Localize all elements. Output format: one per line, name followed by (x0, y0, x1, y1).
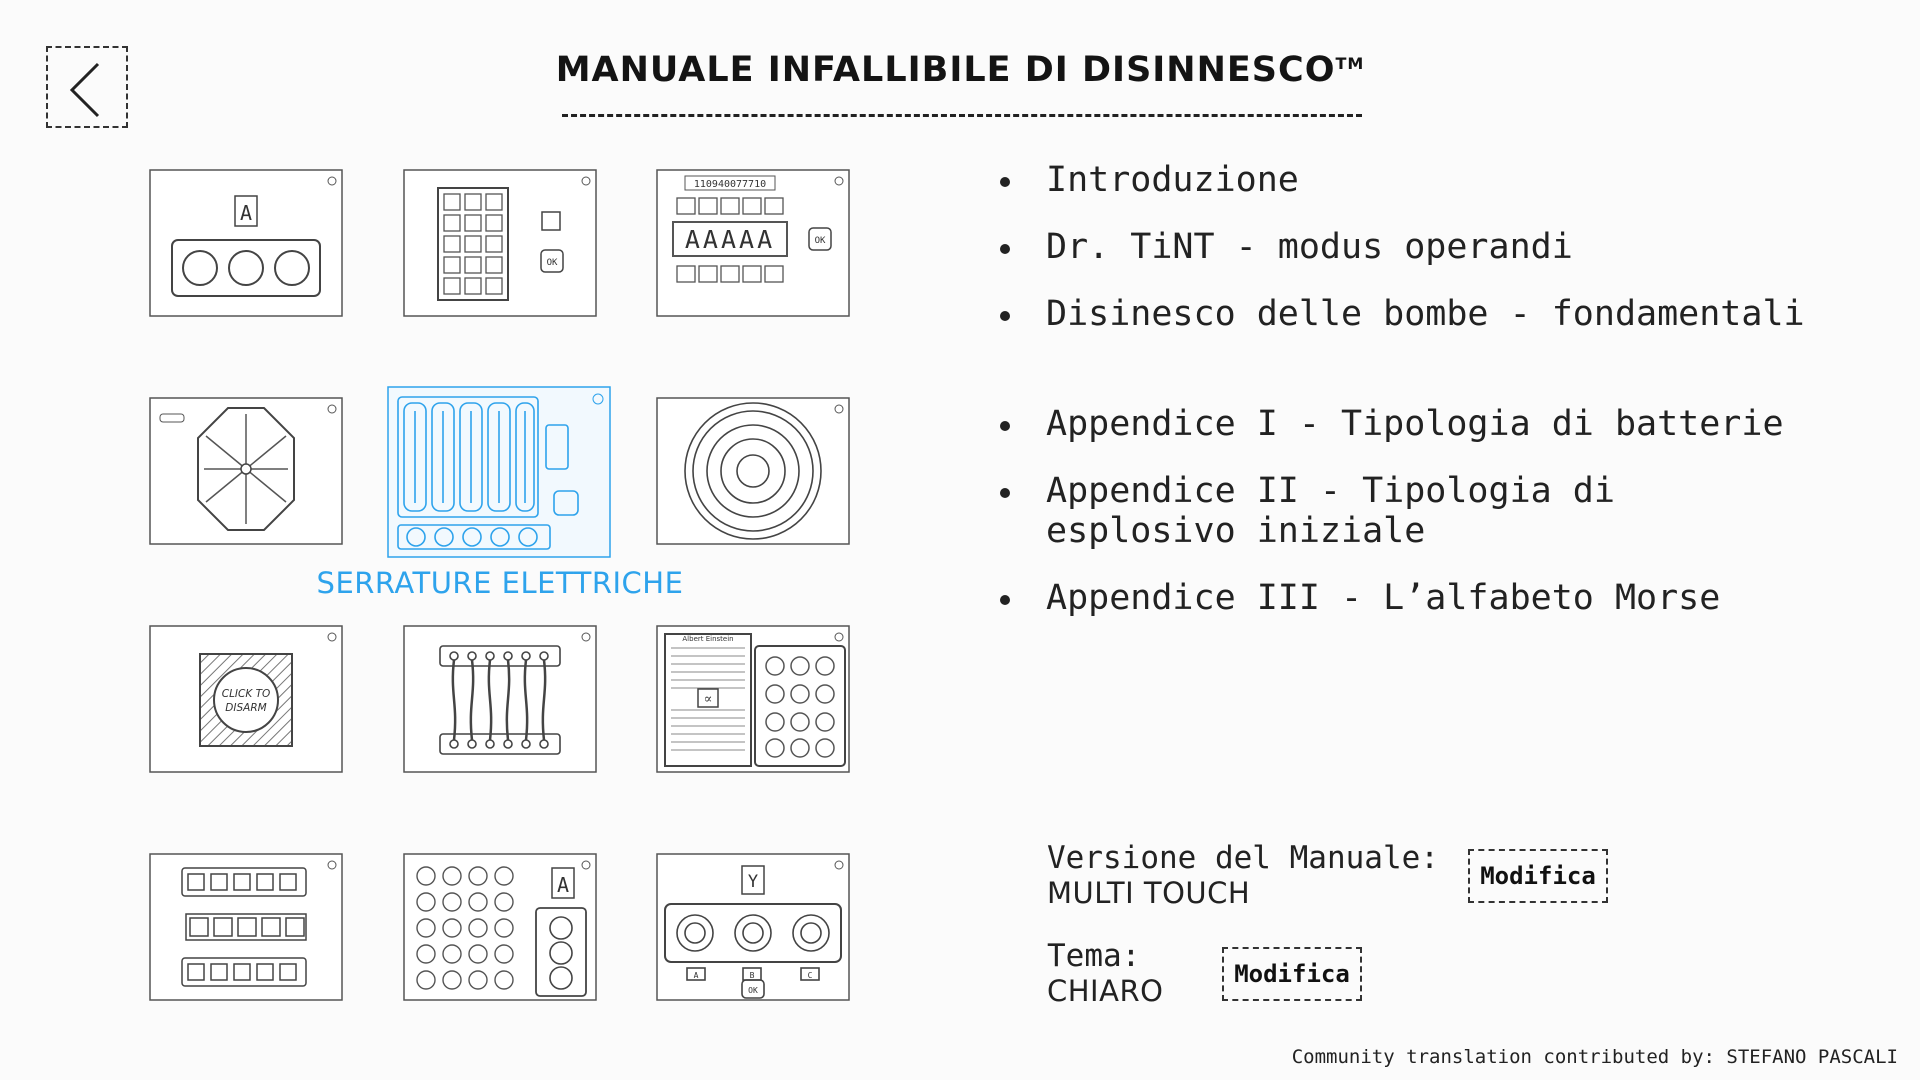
dial-label-a: A (693, 971, 699, 980)
version-value: MULTI TOUCH (1047, 876, 1251, 910)
trademark-mark: TM (1335, 54, 1365, 73)
bullet (1000, 177, 1010, 187)
toc-item-appendice-2[interactable] (1000, 471, 1820, 551)
toc-item-label: Dr. TiNT - modus operandi (1046, 227, 1573, 267)
toc-item-label: Introduzione (1046, 160, 1299, 200)
module-circle-matrix-sketch (402, 852, 598, 1002)
module-tile-spiral-dial[interactable] (655, 396, 851, 546)
theme-value: CHIARO (1047, 974, 1164, 1008)
toc-item-label: Appendice III - L’alfabeto Morse (1046, 578, 1721, 618)
module-tile-formula-grid[interactable] (655, 624, 851, 774)
module-code-number: 110940077710 (693, 179, 767, 190)
module-code-digits-sketch (655, 168, 851, 318)
module-ok-label: OK (748, 986, 758, 995)
module-ok-label: OK (814, 236, 826, 246)
module-tile-display-buttons[interactable] (148, 168, 344, 318)
click-to-disarm-label-line2: DISARM (225, 702, 267, 714)
toc-item-label: Appendice I - Tipologia di batterie (1046, 404, 1784, 444)
modify-theme-button[interactable]: Modifica (1222, 947, 1362, 1001)
back-button[interactable] (46, 46, 128, 128)
selected-module-label: SERRATURE ELETTRICHE (316, 566, 684, 600)
formula-symbol: ∝ (703, 692, 713, 707)
bullet (1000, 244, 1010, 254)
page-title: MANUALE INFALLIBILE DI DISINNESCO™ (555, 50, 1365, 90)
bullet (1000, 488, 1010, 498)
toc-item-introduzione[interactable] (1000, 160, 1820, 200)
dial-label-b: B (749, 971, 755, 980)
theme-label: Tema: (1047, 938, 1141, 974)
toc-item-appendice-1[interactable] (1000, 404, 1820, 444)
module-ok-label: OK (546, 258, 558, 268)
module-tile-code-digits[interactable] (655, 168, 851, 318)
credit-line: Community translation contributed by: STEFANO PASCALI (1291, 1046, 1898, 1068)
bullet (1000, 595, 1010, 605)
title-underline (562, 114, 1362, 117)
click-to-disarm-label-line1: CLICK TO (221, 688, 271, 700)
formula-note-label: Albert Einstein (682, 635, 734, 643)
toc-item-dr-tint[interactable] (1000, 227, 1820, 267)
module-tile-circle-matrix[interactable] (402, 852, 598, 1002)
module-electric-locks-sketch (386, 385, 612, 559)
module-tile-octagon-wheel[interactable] (148, 396, 344, 546)
module-tile-triple-dials[interactable] (655, 852, 851, 1002)
module-wires-sketch (402, 624, 598, 774)
bullet (1000, 421, 1010, 431)
dial-label-c: C (807, 971, 813, 980)
module-tile-keypad[interactable] (402, 168, 598, 318)
module-keypad-sketch (402, 168, 598, 318)
toc-item-label: Disinesco delle bombe - fondamentali (1046, 294, 1805, 334)
module-symbol-switches-sketch (148, 852, 344, 1002)
toc-item-appendice-3[interactable] (1000, 578, 1820, 618)
module-digit-display: AAAAA (684, 225, 776, 254)
module-tile-wires[interactable] (402, 624, 598, 774)
module-tile-electric-locks[interactable] (386, 385, 612, 559)
version-label: Versione del Manuale: (1047, 840, 1439, 876)
module-display-buttons-sketch (148, 168, 344, 318)
module-click-to-disarm-sketch (148, 624, 344, 774)
toc-item-label: Appendice II - Tipologia di esplosivo iniziale (1046, 471, 1615, 551)
module-display-letter: Y (747, 872, 759, 892)
module-triple-dials-sketch (655, 852, 851, 1002)
module-formula-grid-sketch (655, 624, 851, 774)
modify-version-button[interactable]: Modifica (1468, 849, 1608, 903)
chevron-left-icon (48, 48, 130, 130)
module-spiral-dial-sketch (655, 396, 851, 546)
bullet (1000, 311, 1010, 321)
module-display-letter: A (556, 873, 570, 897)
module-display-letter: A (239, 201, 253, 225)
toc-item-fondamentali[interactable] (1000, 294, 1820, 334)
module-tile-click-to-disarm[interactable] (148, 624, 344, 774)
module-octagon-wheel-sketch (148, 396, 344, 546)
module-tile-symbol-switches[interactable] (148, 852, 344, 1002)
